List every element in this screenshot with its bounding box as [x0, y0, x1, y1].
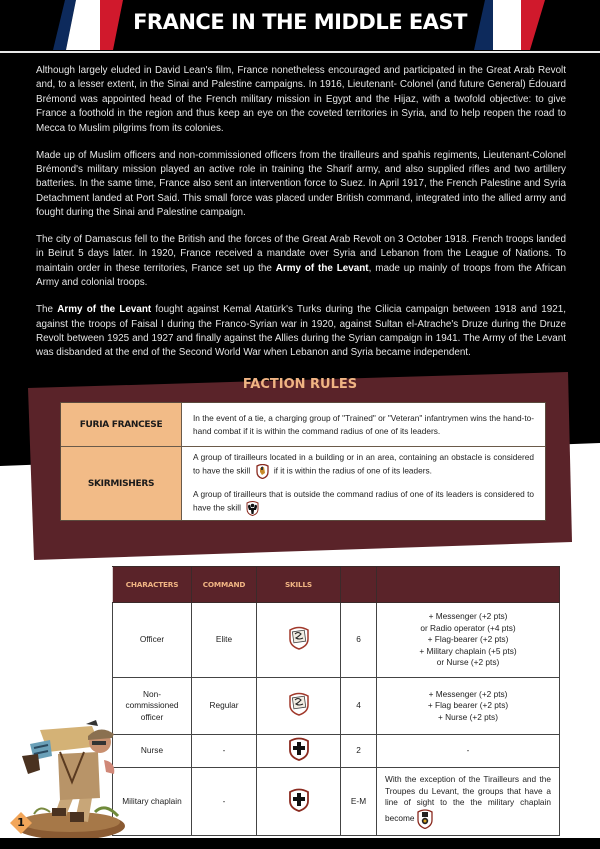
- faction-rule-name: FURIA FRANCESE: [61, 403, 182, 446]
- table-row: [113, 768, 560, 836]
- character-options: [377, 603, 560, 678]
- chaplain-note: With the exception of the Tirailleurs and the Troupes du Levant, the groups that have a line of sight to the the military chaplain become: [385, 774, 551, 823]
- option-line: or Radio operator (+4 pts): [420, 622, 516, 633]
- character-options: -: [377, 735, 560, 768]
- option-line: + Nurse (+2 pts): [438, 711, 498, 722]
- option-line: + Military chaplain (+5 pts): [419, 645, 517, 656]
- character-points: E-M: [341, 768, 377, 836]
- faction-rules-table: [60, 402, 546, 521]
- paragraph-text: The: [36, 304, 58, 316]
- character-options: [377, 768, 560, 836]
- character-points: 6: [341, 603, 377, 678]
- column-header-points: [341, 567, 377, 603]
- page-number: 1: [17, 816, 25, 829]
- emphasis-text: Army of the Levant: [57, 304, 152, 316]
- faction-rule-row: [61, 403, 545, 447]
- option-line: + Messenger (+2 pts): [428, 688, 508, 699]
- faction-rule-name: SKIRMISHERS: [61, 447, 182, 520]
- character-name: Nurse: [113, 735, 192, 768]
- medal-skill-icon: [417, 809, 433, 829]
- character-skill: [257, 768, 341, 836]
- character-name: Officer: [113, 603, 192, 678]
- medic-cross-icon: [288, 788, 310, 812]
- page-title: FRANCE IN THE MIDDLE EAST: [133, 10, 467, 34]
- characters-table: [112, 566, 560, 836]
- paragraph-text: , made up mainly of troops from the African Army and colonial troops.: [36, 262, 566, 289]
- table-row: [113, 603, 560, 678]
- footer-band: [0, 838, 600, 849]
- table-row: [113, 735, 560, 768]
- character-skill: [257, 603, 341, 678]
- faction-rule-description: [182, 447, 545, 520]
- paragraph-text: The city of Damascus fell to the British and the forces of the Great Arab Revolt on 3 October 1918. French troops landed in Beirut 5 days later. In 1920, France received a mandate over Syria and Lebanon from the League of Nations. To maintain order in these territories, France set up the: [36, 234, 566, 274]
- rule-text: if it is within the radius of one of its leaders.: [273, 465, 432, 476]
- option-line: + Flag bearer (+2 pts): [427, 700, 509, 711]
- paragraph-text: Made up of Muslim officers and non-commissioned officers from the tirailleurs and spahis regiments, Lieutenant-Colonel Brémond's military mission played an active role in training the Sharif army, and also supplied rifles and two artillery batteries. In the same time, France also sent an intervention force to Suez. In April 1917, the French Palestine and Syria Detachment landed at Port Said. This small force was placed under British command, integrated into the allied army and fought during the Sinai and Palestine campaign.: [36, 149, 566, 219]
- page-number-badge: [10, 812, 32, 834]
- column-header-command: COMMAND: [192, 567, 257, 603]
- character-name: Non-commissioned officer: [113, 678, 192, 735]
- emphasis-text: Army of the Levant: [275, 262, 369, 274]
- option-line: + Flag-bearer (+2 pts): [427, 634, 509, 645]
- table-header-row: [113, 567, 560, 603]
- faction-rule-row: [61, 447, 545, 520]
- column-header-options: [377, 567, 560, 603]
- character-points: 4: [341, 678, 377, 735]
- map-skill-icon: [288, 626, 310, 650]
- rule-text: A group of tirailleurs located in a building or in an area, containing an obstacle is considered to have the skill: [193, 452, 534, 476]
- option-line: + Messenger (+2 pts): [428, 611, 508, 622]
- rule-paragraph: [193, 488, 534, 516]
- cover-skill-icon: [256, 464, 269, 479]
- table-row: [113, 678, 560, 735]
- rule-text: A group of tirailleurs that is outside the command radius of one of its leaders is considered to have the skill: [193, 489, 534, 513]
- character-command: -: [192, 735, 257, 768]
- rule-paragraph: [193, 451, 534, 479]
- character-options: [377, 678, 560, 735]
- map-skill-icon: [288, 692, 310, 716]
- character-command: Regular: [192, 678, 257, 735]
- column-header-characters: CHARACTERS: [113, 567, 192, 603]
- character-skill: [257, 735, 341, 768]
- character-command: Elite: [192, 603, 257, 678]
- faction-rule-description: [182, 403, 545, 446]
- option-line: or Nurse (+2 pts): [436, 657, 500, 668]
- column-header-skills: SKILLS: [257, 567, 341, 603]
- medic-cross-icon: [288, 737, 310, 761]
- paragraph-text: Although largely eluded in David Lean's film, France nonetheless encouraged and participated in the Great Arab Revolt and, to a lesser extent, in the Sinai and Palestine campaigns. In 1916, Lieutenant- Colonel (and future General) Édouard Brémond was appointed head of the French military mission in Egypt and the Hijaz, with a twofold objective: to give France a foothold in the region and thus keep an eye on the coveted territories in Syria, and to help reopen the road to Mecca to Muslim pilgrims from its colonies.: [36, 65, 566, 134]
- character-skill: [257, 678, 341, 735]
- rule-paragraph: In the event of a tie, a charging group of "Trained" or "Veteran" infantrymen wins the hand-to-hand combat if it is within the command radius of one of its leaders.: [193, 412, 534, 436]
- character-name: Military chaplain: [113, 768, 192, 836]
- character-command: -: [192, 768, 257, 836]
- paragraph-text: fought against Kemal Atatürk's Turks during the Cilicia campaign between 1918 and 1921, against the troops of Faisal I during the Franco-Syrian war in 1920, against Sultan el-Atrache's Druze during the Druze Revolt between 1925 and 1927 and finally against the Allies during the Syrian campaign in 1941. The Army of the Levant was disbanded at the end of the Second World War when Lebanon and Syria became independent.: [36, 304, 566, 359]
- character-points: 2: [341, 735, 377, 768]
- faction-rules-title: FACTION RULES: [242, 377, 358, 392]
- strongman-skill-icon: [246, 501, 259, 516]
